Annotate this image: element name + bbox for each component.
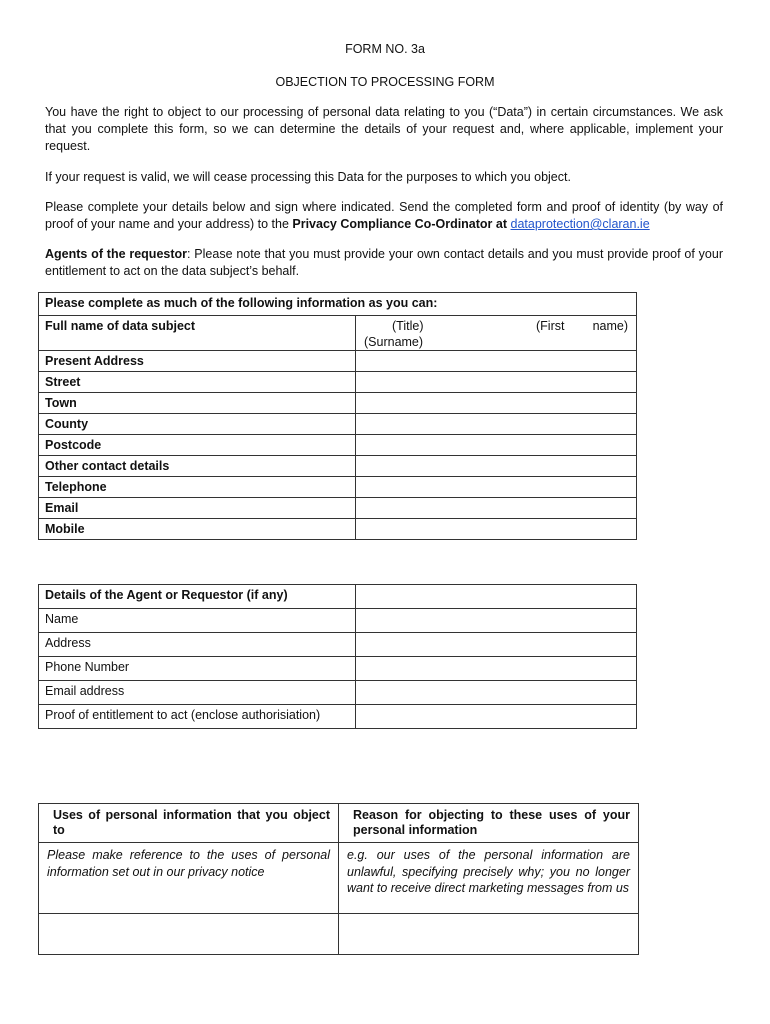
street-field[interactable] <box>356 372 637 393</box>
agent-header-field[interactable] <box>356 585 637 609</box>
agent-phone-label: Phone Number <box>39 657 356 681</box>
name-placeholder: name) <box>592 319 628 333</box>
agent-table-header: Details of the Agent or Requestor (if any) <box>39 585 356 609</box>
agent-table <box>38 584 637 729</box>
uses-hint: Please make reference to the uses of personal information set out in our privacy notice <box>39 843 339 914</box>
agent-email-field[interactable] <box>356 681 637 705</box>
surname-placeholder: (Surname) <box>364 335 424 349</box>
title-placeholder: (Title) <box>392 319 424 333</box>
agent-email-label: Email address <box>39 681 356 705</box>
town-label: Town <box>39 393 356 414</box>
present-address-field[interactable] <box>356 351 637 372</box>
form-number: FORM NO. 3a <box>345 42 425 56</box>
subject-table-header: Please complete as much of the following information as you can: <box>39 293 637 316</box>
other-contact-label: Other contact details <box>39 456 356 477</box>
present-address-label: Present Address <box>39 351 356 372</box>
uses-column-header: Uses of personal information that you object to <box>39 804 339 843</box>
email-link[interactable]: dataprotection@claran.ie <box>510 217 650 231</box>
uses-objection-table <box>38 803 639 955</box>
privacy-coordinator-label: Privacy Compliance Co-Ordinator at <box>292 217 508 231</box>
agents-text: : Please note that you must provide your own contact details and you must provide proof of your entitlement to act on the data subject’s behalf. <box>45 247 723 278</box>
email-field[interactable] <box>356 498 637 519</box>
postcode-label: Postcode <box>39 435 356 456</box>
town-field[interactable] <box>356 393 637 414</box>
intro-paragraph-instructions <box>45 199 723 233</box>
intro-paragraph-rights: You have the right to object to our processing of personal data relating to you (“Data”) in certain circumstances. We ask that you complete this form, so we can determine the details of your request and, where applicable, implement your request. <box>45 105 723 153</box>
full-name-label: Full name of data subject <box>39 316 356 351</box>
telephone-label: Telephone <box>39 477 356 498</box>
county-field[interactable] <box>356 414 637 435</box>
agent-proof-label: Proof of entitlement to act (enclose authorisiation) <box>39 705 356 729</box>
full-name-field[interactable] <box>356 316 637 351</box>
street-label: Street <box>39 372 356 393</box>
agent-address-label: Address <box>39 633 356 657</box>
agent-address-field[interactable] <box>356 633 637 657</box>
mobile-label: Mobile <box>39 519 356 540</box>
data-subject-table <box>38 292 637 540</box>
reason-input-field[interactable] <box>339 914 639 955</box>
other-contact-field[interactable] <box>356 456 637 477</box>
agent-phone-field[interactable] <box>356 657 637 681</box>
telephone-field[interactable] <box>356 477 637 498</box>
agent-name-label: Name <box>39 609 356 633</box>
agent-name-field[interactable] <box>356 609 637 633</box>
intro-paragraph-valid: If your request is valid, we will cease processing this Data for the purposes to which you object. <box>45 170 571 184</box>
agents-label: Agents of the requestor <box>45 247 188 261</box>
reason-column-header: Reason for objecting to these uses of your personal information <box>339 804 639 843</box>
mobile-field[interactable] <box>356 519 637 540</box>
intro-paragraph-agents <box>45 246 723 280</box>
form-title: OBJECTION TO PROCESSING FORM <box>275 75 495 89</box>
email-label: Email <box>39 498 356 519</box>
first-placeholder: (First <box>536 319 565 333</box>
uses-input-field[interactable] <box>39 914 339 955</box>
county-label: County <box>39 414 356 435</box>
instructions-text: Please complete your details below and sign where indicated. Send the completed form and proof of identity (by way of proof of your name and your address) to the <box>45 200 723 231</box>
postcode-field[interactable] <box>356 435 637 456</box>
reason-hint: e.g. our uses of the personal information are unlawful, specifying precisely why; you no longer want to receive direct marketing messages from us <box>339 843 639 914</box>
agent-proof-field[interactable] <box>356 705 637 729</box>
